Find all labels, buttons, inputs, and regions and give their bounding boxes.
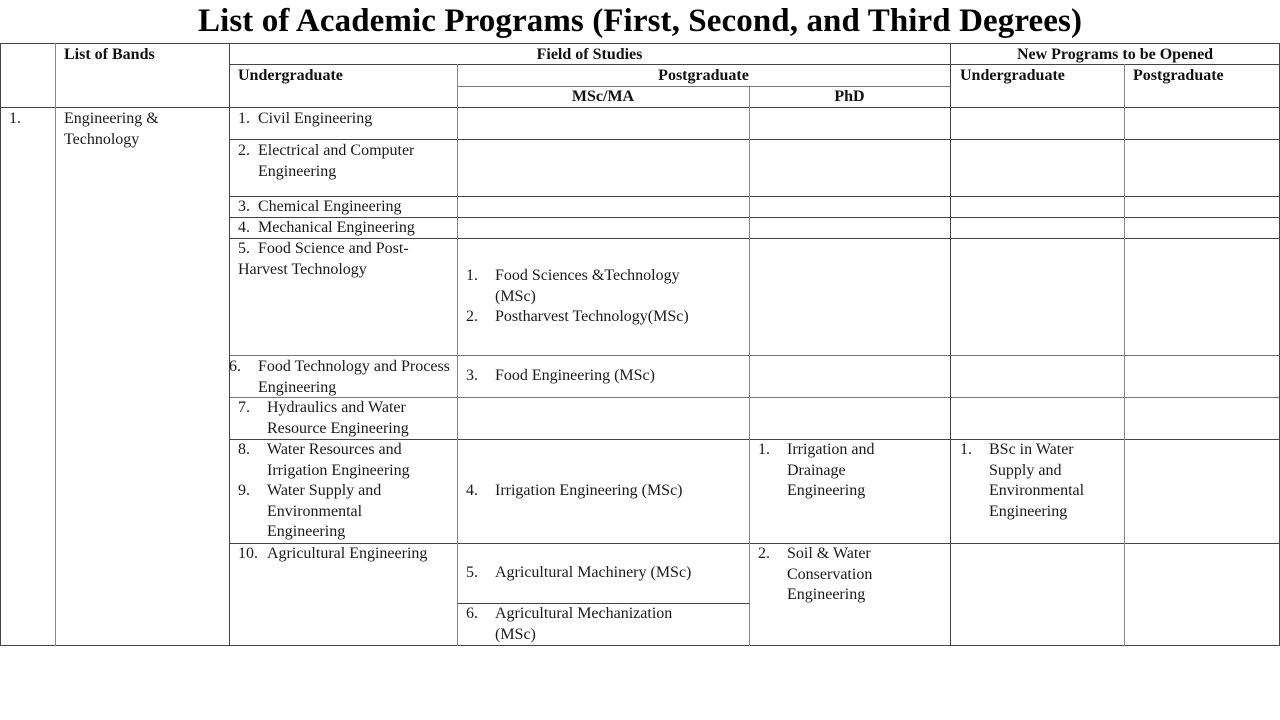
undergrad-item: 7. Hydraulics and Water Resource Engineering [238, 399, 409, 437]
header-phd: PhD [834, 88, 865, 105]
undergrad-item: 1. Civil Engineering [238, 110, 373, 127]
header-list-of-bands: List of Bands [64, 46, 155, 63]
header-postgraduate: Postgraduate [658, 67, 749, 84]
msc-item: 2. Postharvest Technology(MSc) [466, 308, 689, 325]
undergrad-item: 8. Water Resources and Irrigation Engineering [238, 441, 410, 479]
document-title: List of Academic Programs (First, Second, and Third Degrees) [197, 3, 1083, 39]
msc-item: 6. Agricultural Mechanization (MSc) [466, 605, 673, 643]
band-number: 1. [9, 110, 21, 127]
msc-item-group [466, 266, 746, 328]
band-name [64, 109, 224, 150]
undergrad-item: 5. Food Science and Post- Harvest Technology [238, 240, 409, 278]
undergrad-item: 4. Mechanical Engineering [238, 219, 415, 236]
undergrad-item: 9. Water Supply and Environmental Engineering [238, 482, 382, 540]
phd-item: 1. Irrigation and Drainage Engineering [758, 441, 875, 499]
undergrad-item: 3. Chemical Engineering [238, 198, 402, 215]
header-new-programs: New Programs to be Opened [1016, 46, 1214, 63]
header-new-postgraduate: Postgraduate [1133, 67, 1224, 84]
msc-item: 3. Food Engineering (MSc) [466, 367, 655, 384]
undergrad-item: 10. Agricultural Engineering [238, 545, 428, 562]
new-undergrad-item: 1. BSc in Water Supply and Environmental Engineering [960, 441, 1085, 520]
msc-item: 4. Irrigation Engineering (MSc) [466, 482, 683, 499]
header-field-of-studies: Field of Studies [536, 46, 643, 63]
phd-item: 2. Soil & Water Conservation Engineering [758, 545, 873, 603]
msc-item: 5. Agricultural Machinery (MSc) [466, 564, 692, 581]
undergrad-item-group [238, 440, 453, 543]
undergrad-item: 6. Food Technology and Process Engineering [229, 358, 450, 396]
header-undergraduate: Undergraduate [238, 67, 343, 84]
header-new-undergraduate: Undergraduate [960, 67, 1065, 84]
header-msc-ma: MSc/MA [571, 88, 635, 105]
undergrad-item: 2. Electrical and Computer Engineering [238, 142, 415, 180]
band-name-line2: Technology [64, 130, 140, 148]
band-name-line1: Engineering & [64, 110, 159, 127]
msc-item: 1. Food Sciences &Technology (MSc) [466, 267, 680, 305]
